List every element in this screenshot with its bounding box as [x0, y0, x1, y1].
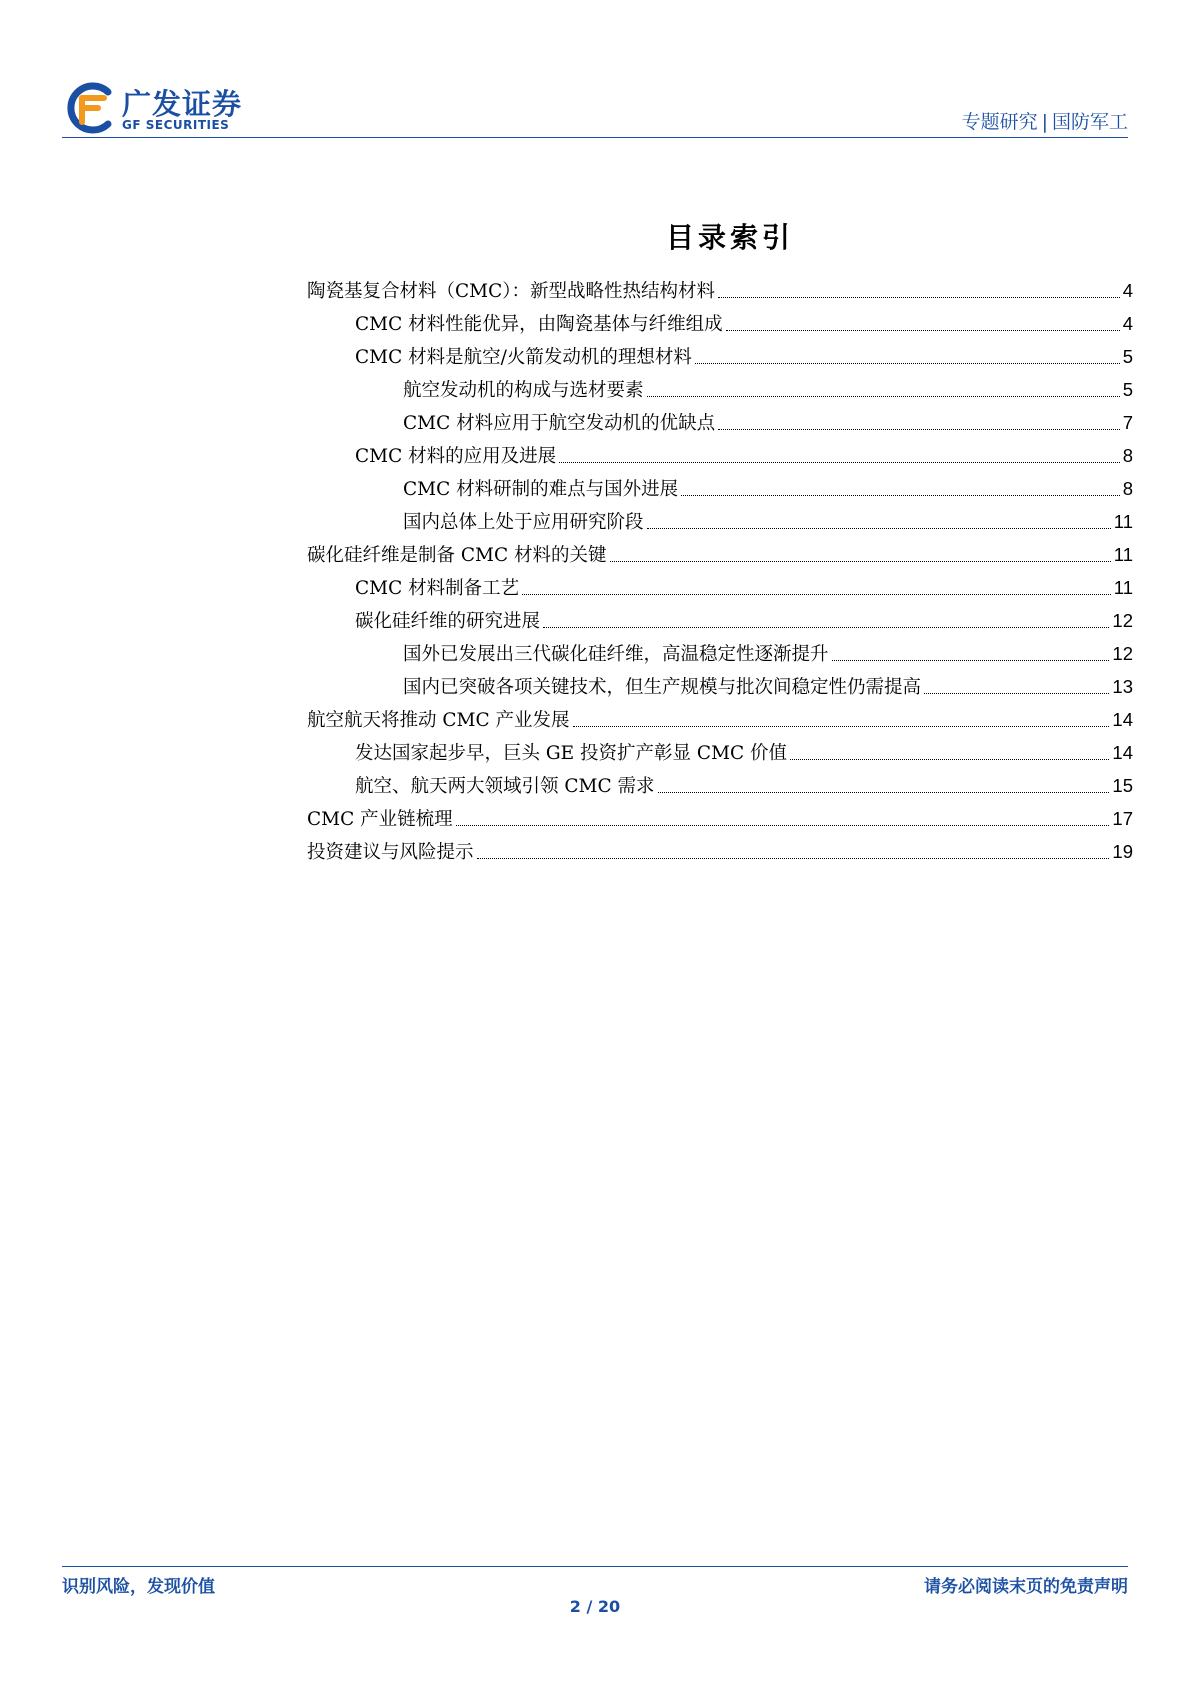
table-of-contents — [307, 274, 1133, 868]
toc-entry-title: CMC 材料是航空/火箭发动机的理想材料 — [355, 347, 692, 368]
toc-entry[interactable] — [307, 340, 1133, 373]
toc-dot-leader — [610, 560, 1111, 562]
toc-entry-title: 碳化硅纤维的研究进展 — [355, 611, 541, 632]
toc-entry-title: 航空发动机的构成与选材要素 — [403, 380, 644, 401]
toc-entry-title: 国内已突破各项关键技术，但生产规模与批次间稳定性仍需提高 — [403, 677, 922, 698]
toc-entry-page: 11 — [1113, 544, 1133, 565]
toc-dot-leader — [718, 296, 1120, 298]
logo-chinese-name: 广发证券 — [122, 87, 243, 121]
toc-entry[interactable] — [307, 736, 1133, 769]
toc-entry-page: 8 — [1122, 445, 1133, 466]
report-category — [962, 107, 1128, 134]
toc-entry-page: 7 — [1122, 412, 1133, 433]
toc-entry-page: 5 — [1122, 379, 1133, 400]
gf-logo-icon — [62, 82, 114, 134]
toc-dot-leader — [647, 395, 1120, 397]
toc-dot-leader — [543, 626, 1109, 628]
toc-title: 目录索引 — [665, 221, 794, 254]
toc-entry-page: 17 — [1112, 808, 1133, 829]
report-type: 专题研究 — [961, 111, 1038, 133]
toc-entry-title: 陶瓷基复合材料（CMC）：新型战略性热结构材料 — [307, 281, 716, 302]
toc-entry-title: 航空航天将推动 CMC 产业发展 — [307, 710, 570, 731]
toc-entry-title: CMC 材料研制的难点与国外进展 — [403, 479, 679, 500]
toc-entry-page: 12 — [1112, 643, 1133, 664]
toc-dot-leader — [718, 428, 1120, 430]
toc-entry-title: CMC 材料应用于航空发动机的优缺点 — [403, 413, 716, 434]
toc-entry-page: 15 — [1112, 775, 1133, 796]
toc-entry[interactable] — [307, 538, 1133, 571]
toc-entry-title: 航空、航天两大领域引领 CMC 需求 — [355, 776, 655, 797]
toc-entry-title: 碳化硅纤维是制备 CMC 材料的关键 — [307, 545, 607, 566]
toc-entry-page: 4 — [1122, 280, 1133, 301]
toc-entry[interactable] — [307, 406, 1133, 439]
toc-dot-leader — [573, 725, 1110, 727]
toc-entry[interactable] — [307, 835, 1133, 868]
toc-entry[interactable] — [307, 802, 1133, 835]
footer-disclaimer-note: 请务必阅读末页的免责声明 — [924, 1577, 1128, 1597]
toc-entry-page: 14 — [1112, 742, 1133, 763]
header-divider — [62, 137, 1128, 138]
toc-dot-leader — [790, 758, 1109, 760]
toc-entry[interactable] — [307, 307, 1133, 340]
toc-entry[interactable] — [307, 571, 1133, 604]
toc-entry-page: 11 — [1113, 511, 1133, 532]
toc-entry-page: 4 — [1122, 313, 1133, 334]
page-number: 2 / 20 — [569, 1597, 621, 1616]
logo-english-name: GF SECURITIES — [122, 118, 230, 132]
toc-dot-leader — [456, 824, 1110, 826]
toc-entry-page: 19 — [1112, 841, 1133, 862]
toc-entry[interactable] — [307, 769, 1133, 802]
toc-entry-page: 12 — [1112, 610, 1133, 631]
toc-dot-leader — [522, 593, 1111, 595]
toc-dot-leader — [681, 494, 1120, 496]
category-separator: | — [1041, 111, 1048, 133]
toc-dot-leader — [695, 362, 1120, 364]
toc-entry[interactable] — [307, 604, 1133, 637]
industry-name: 国防军工 — [1051, 111, 1128, 133]
toc-entry-page: 11 — [1113, 577, 1133, 598]
company-logo — [62, 80, 262, 136]
toc-entry[interactable] — [307, 505, 1133, 538]
toc-entry-title: 国内总体上处于应用研究阶段 — [403, 512, 644, 533]
toc-dot-leader — [832, 659, 1110, 661]
toc-dot-leader — [658, 791, 1110, 793]
toc-entry-page: 5 — [1122, 346, 1133, 367]
toc-entry-page: 8 — [1122, 478, 1133, 499]
toc-entry[interactable] — [307, 472, 1133, 505]
toc-entry-title: 发达国家起步早，巨头 GE 投资扩产彰显 CMC 价值 — [355, 743, 788, 764]
toc-entry-page: 13 — [1112, 676, 1133, 697]
toc-entry-title: 国外已发展出三代碳化硅纤维，高温稳定性逐渐提升 — [403, 644, 829, 665]
toc-entry[interactable] — [307, 274, 1133, 307]
toc-entry[interactable] — [307, 439, 1133, 472]
toc-entry-title: CMC 材料制备工艺 — [355, 578, 520, 599]
toc-entry-title: CMC 材料的应用及进展 — [355, 446, 557, 467]
toc-dot-leader — [477, 857, 1110, 859]
toc-entry[interactable] — [307, 703, 1133, 736]
toc-entry-page: 14 — [1112, 709, 1133, 730]
toc-entry[interactable] — [307, 670, 1133, 703]
toc-dot-leader — [647, 527, 1111, 529]
toc-entry-title: 投资建议与风险提示 — [307, 842, 474, 863]
toc-entry[interactable] — [307, 373, 1133, 406]
toc-entry-title: CMC 产业链梳理 — [307, 809, 453, 830]
toc-dot-leader — [924, 692, 1109, 694]
toc-dot-leader — [726, 329, 1120, 331]
toc-entry-title: CMC 材料性能优异，由陶瓷基体与纤维组成 — [355, 314, 723, 335]
toc-dot-leader — [559, 461, 1120, 463]
footer-slogan: 识别风险，发现价值 — [62, 1577, 215, 1597]
footer-divider — [62, 1566, 1128, 1567]
toc-entry[interactable] — [307, 637, 1133, 670]
